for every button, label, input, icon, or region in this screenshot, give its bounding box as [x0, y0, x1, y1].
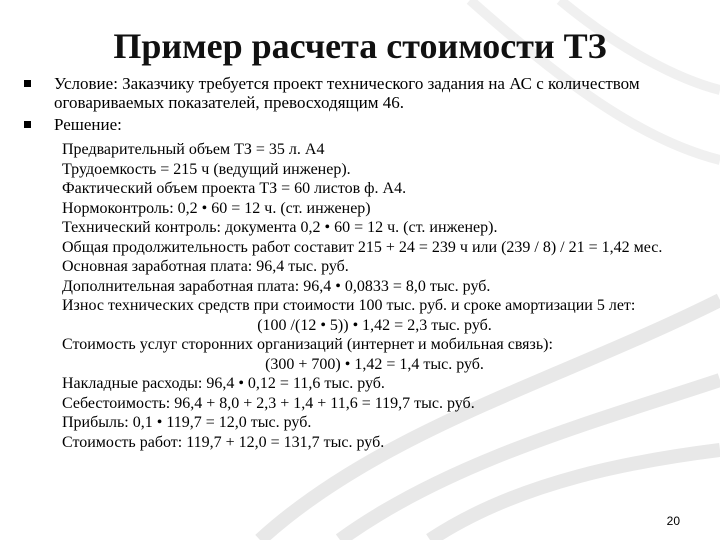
page-number: 20	[666, 514, 680, 528]
calc-line-cost-price: Себестоимость: 96,4 + 8,0 + 2,3 + 1,4 + 11,6 = 119,7 тыс. руб.	[62, 394, 475, 412]
calc-line-depreciation-formula: (100 /(12 • 5)) • 1,42 = 2,3 тыс. руб.	[257, 316, 492, 334]
calc-line-duration: Общая продолжительность работ составит 215 + 24 = 239 ч или (239 / 8) / 21 = 1,42 мес.	[62, 238, 663, 256]
calc-line-services-formula: (300 + 700) • 1,42 = 1,4 тыс. руб.	[265, 355, 484, 373]
square-bullet-icon	[24, 121, 31, 128]
calc-line-tech-control: Технический контроль: документа 0,2 • 60 = 12 ч. (ст. инженер).	[62, 219, 498, 236]
solution-body	[62, 140, 687, 452]
calc-line-norm-control: Нормоконтроль: 0,2 • 60 = 12 ч. (ст. инженер)	[62, 199, 371, 217]
square-bullet-icon	[24, 80, 31, 87]
calc-line-depreciation: Износ технических средств при стоимости 100 тыс. руб. и сроке амортизации 5 лет:	[62, 297, 636, 314]
slide-title: Пример расчета стоимости ТЗ	[113, 26, 607, 66]
calc-line-base-salary: Основная заработная плата: 96,4 тыс. руб.	[62, 258, 349, 275]
bullet-item-condition	[22, 74, 682, 112]
bullet-text: Условие: Заказчику требуется проект технического задания на АС с количеством оговариваемых показателей, превосходящим 46.	[54, 74, 640, 112]
calc-line-actual-volume: Фактический объем проекта ТЗ = 60 листов ф. А4.	[62, 180, 407, 197]
bullet-text: Решение:	[54, 115, 122, 134]
calc-line-extra-salary: Дополнительная заработная плата: 96,4 • 0,0833 = 8,0 тыс. руб.	[62, 277, 491, 295]
calc-line-overhead: Накладные расходы: 96,4 • 0,12 = 11,6 тыс. руб.	[62, 375, 385, 392]
calc-line-preliminary-volume: Предварительный объем ТЗ = 35 л. А4	[62, 141, 325, 158]
bullet-list	[22, 74, 682, 137]
calc-line-total-cost: Стоимость работ: 119,7 + 12,0 = 131,7 тыс. руб.	[62, 433, 385, 451]
bullet-item-solution	[22, 115, 682, 134]
calc-line-profit: Прибыль: 0,1 • 119,7 = 12,0 тыс. руб.	[62, 414, 312, 431]
calc-line-labor: Трудоемкость = 215 ч (ведущий инженер).	[62, 160, 351, 178]
calc-line-services: Стоимость услуг сторонних организаций (интернет и мобильная связь):	[62, 336, 553, 353]
